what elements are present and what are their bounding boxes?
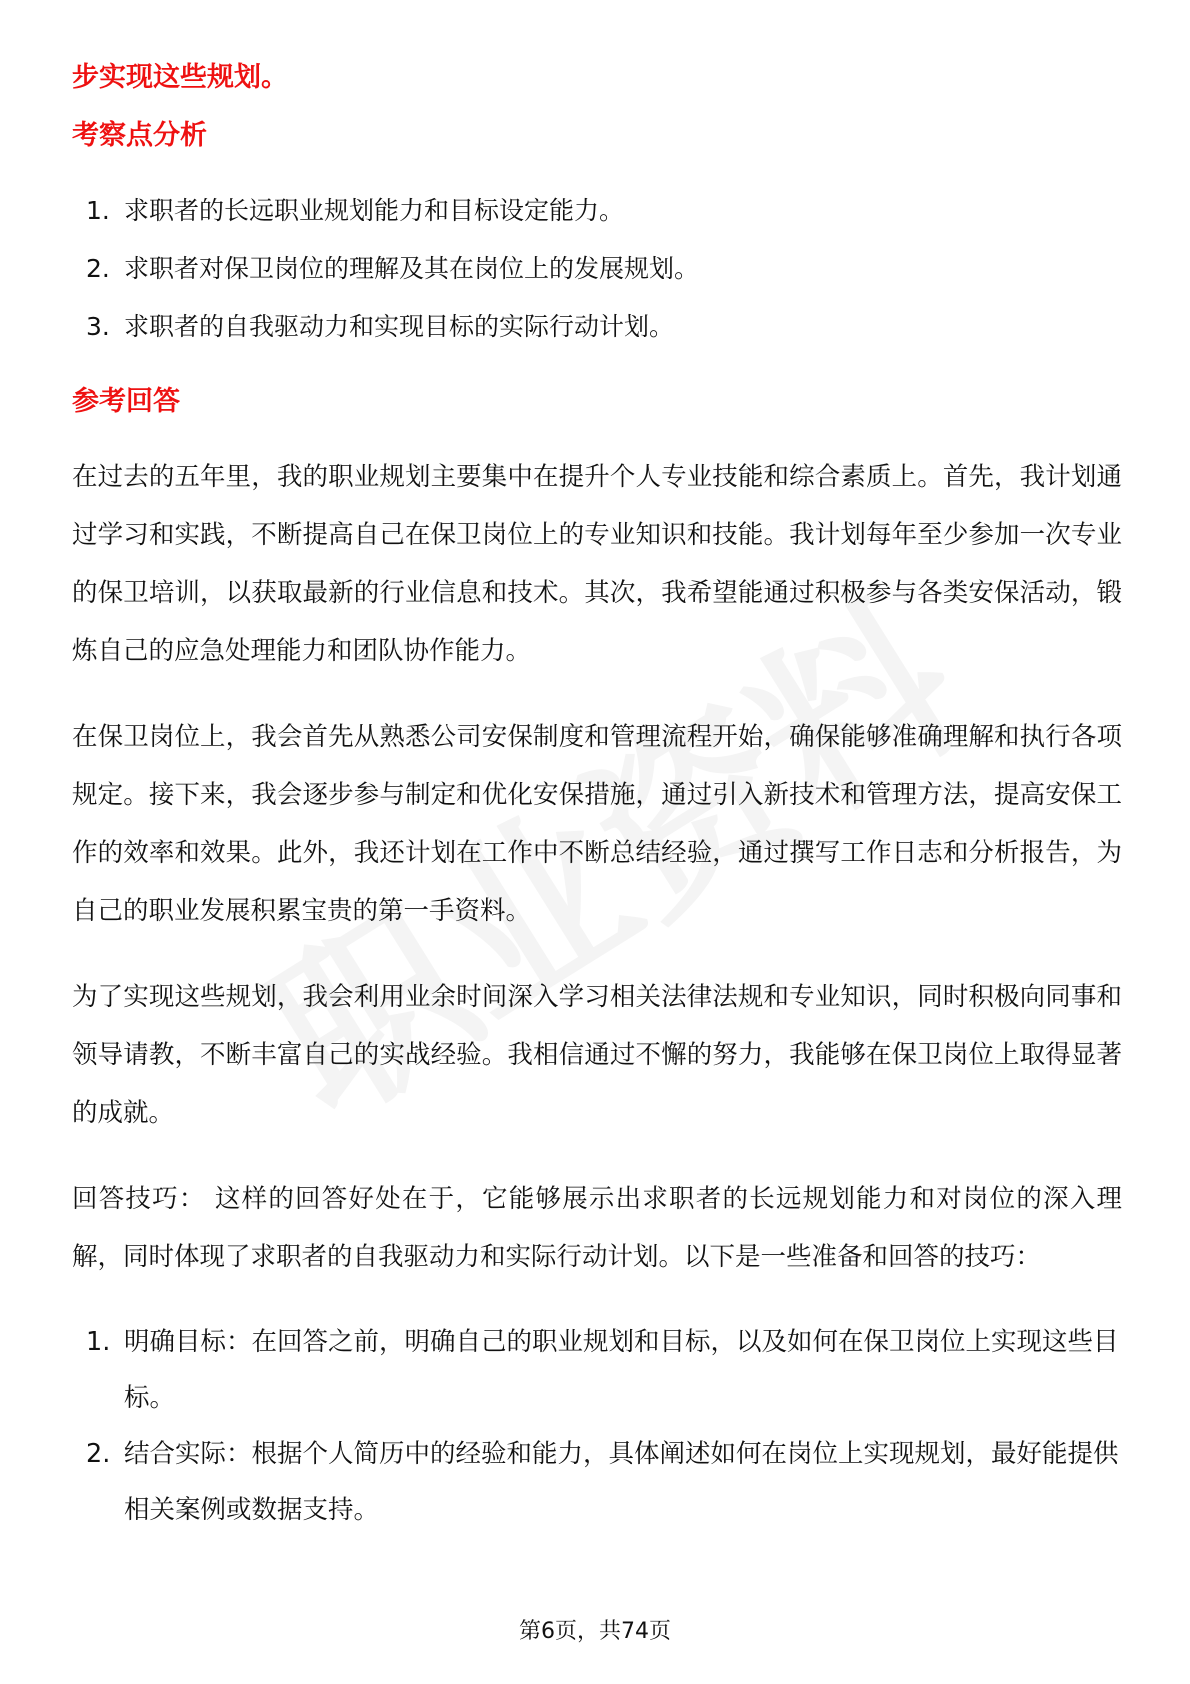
list-text: 求职者的自我驱动力和实现目标的实际行动计划。 [124,312,675,341]
list-item [72,182,1122,240]
list-text: 明确目标：在回答之前，明确自己的职业规划和目标，以及如何在保卫岗位上实现这些目标。 [124,1327,1119,1413]
tips-list [72,1314,1122,1538]
list-number: 2. [86,254,110,283]
list-number: 1. [86,1327,111,1357]
answer-paragraph: 在过去的五年里，我的职业规划主要集中在提升个人专业技能和综合素质上。首先，我计划通过学习和实践，不断提高自己在保卫岗位上的专业知识和技能。我计划每年至少参加一次专业的保卫培训，以获取最新的行业信息和技术。其次，我希望能通过积极参与各类安保活动，锻炼自己的应急处理能力和团队协作能力。 [72,462,1122,666]
list-text: 结合实际：根据个人简历中的经验和能力，具体阐述如何在岗位上实现规划，最好能提供相关案例或数据支持。 [124,1439,1119,1525]
continued-heading: 步实现这些规划。 [72,62,288,93]
list-number: 1. [86,196,110,225]
analysis-heading: 考察点分析 [72,120,207,151]
answer-paragraph: 为了实现这些规划，我会利用业余时间深入学习相关法律法规和专业知识，同时积极向同事和领导请教，不断丰富自己的实战经验。我相信通过不懈的努力，我能够在保卫岗位上取得显著的成就。 [72,982,1122,1128]
list-number: 3. [86,312,110,341]
list-item [72,1314,1122,1426]
list-item [72,298,1122,356]
analysis-points-list [72,182,1122,356]
answer-paragraph: 在保卫岗位上，我会首先从熟悉公司安保制度和管理流程开始，确保能够准确理解和执行各项规定。接下来，我会逐步参与制定和优化安保措施，通过引入新技术和管理方法，提高安保工作的效率和效果。此外，我还计划在工作中不断总结经验，通过撰写工作日志和分析报告，为自己的职业发展积累宝贵的第一手资料。 [72,722,1122,926]
list-item [72,1426,1122,1538]
list-text: 求职者的长远职业规划能力和目标设定能力。 [124,196,625,225]
page-content [72,58,1122,1538]
list-text: 求职者对保卫岗位的理解及其在岗位上的发展规划。 [124,254,700,283]
answer-tips-intro: 回答技巧： 这样的回答好处在于，它能够展示出求职者的长远规划能力和对岗位的深入理解，同时体现了求职者的自我驱动力和实际行动计划。以下是一些准备和回答的技巧： [72,1184,1122,1272]
list-number: 2. [86,1439,111,1469]
page-number-footer: 第6页，共74页 [519,1619,671,1644]
answer-heading: 参考回答 [72,386,180,417]
list-item [72,240,1122,298]
